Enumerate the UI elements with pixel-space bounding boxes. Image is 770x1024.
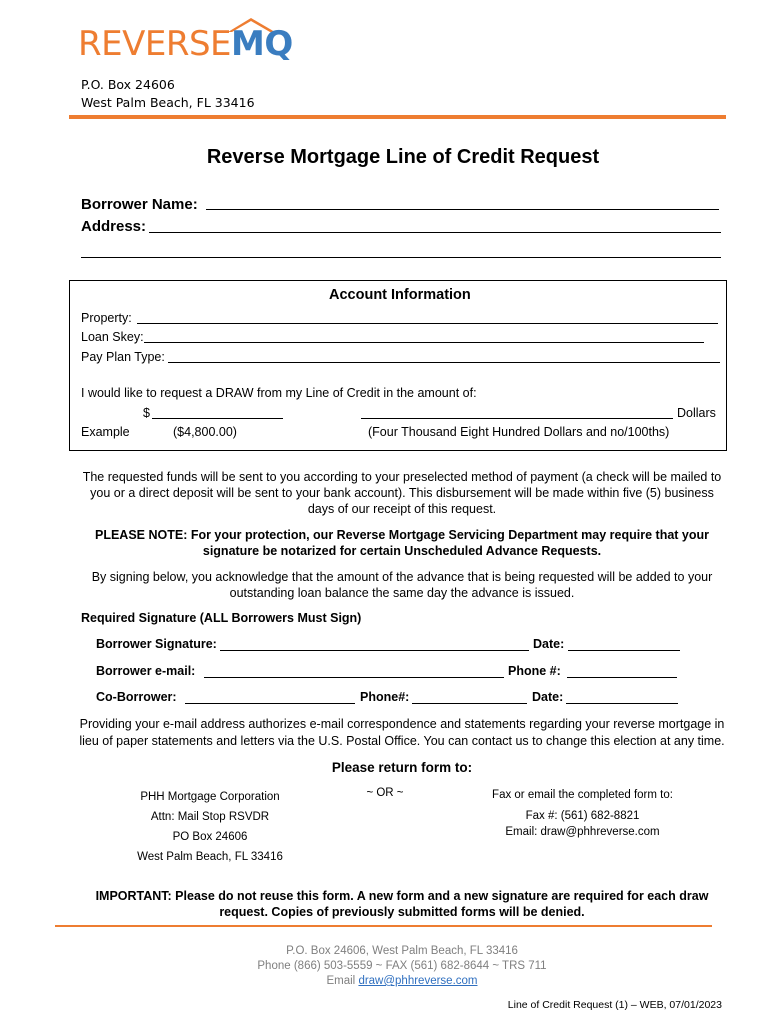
property-field[interactable] [137,323,718,324]
important-line1: IMPORTANT: Please do not reuse this form. A new form and a new signature are required for each draw [95,889,709,903]
pay-plan-label: Pay Plan Type: [81,350,165,364]
address-label: Address: [81,218,147,235]
footer-email-prefix: Email [326,975,359,987]
funds-paragraph [60,469,744,517]
borrower-date-label: Date: [533,637,565,651]
account-information-heading: Account Information [329,287,471,303]
signature-heading: Required Signature (ALL Borrowers Must Sign) [81,611,362,625]
dollar-sign: $ [143,406,150,420]
acknowledgement-paragraph [60,569,744,601]
notarize-note [60,527,744,559]
borrower-email-label: Borrower e-mail: [96,664,196,678]
loan-skey-label: Loan Skey: [81,330,144,344]
borrower-signature-field[interactable] [220,650,529,651]
email-address: Email: draw@phhreverse.com [505,826,660,838]
fax-email-block [470,787,695,840]
return-heading: Please return form to: [331,760,473,775]
coborrower-date-label: Date: [532,690,564,704]
coborrower-date-field[interactable] [566,703,678,704]
fax-number: Fax #: (561) 682-8821 [525,810,640,822]
address-field-line2[interactable] [81,257,721,258]
important-line2: request. Copies of previously submitted forms will be denied. [219,905,585,919]
draw-request-text: I would like to request a DRAW from my Line of Credit in the amount of: [81,386,477,400]
borrower-name-field[interactable] [206,209,719,210]
amount-words-field[interactable] [361,418,673,419]
footer-phone: Phone (866) 503-5559 ~ FAX (561) 682-8644 ~ TRS 711 [257,960,547,972]
email-consent-paragraph [60,716,744,750]
dollars-label: Dollars [677,406,716,420]
footer-contact [60,944,744,989]
mail-address-block [100,787,320,867]
address-field-line1[interactable] [149,232,721,233]
page-title: Reverse Mortgage Line of Credit Request [206,146,600,168]
borrower-date-field[interactable] [568,650,680,651]
logo-reverse-text: REVERSE [78,24,232,64]
coborrower-signature-field[interactable] [185,703,355,704]
logo-mq-text: MQ [231,24,293,64]
borrower-email-field[interactable] [204,677,504,678]
important-notice [60,888,744,920]
fax-heading: Fax or email the completed form to: [492,789,673,801]
pay-plan-field[interactable] [168,362,720,363]
funds-paragraph-line1: The requested funds will be sent to you according to your preselected method of payment (a check will be mailed to [82,470,722,484]
header-divider [69,115,726,119]
footer-address: P.O. Box 24606, West Palm Beach, FL 33416 [286,945,518,957]
header-address-line2: West Palm Beach, FL 33416 [81,95,255,110]
borrower-phone-label: Phone #: [508,664,561,678]
mail-line1: PHH Mortgage Corporation [140,791,280,803]
footer-divider [55,925,712,927]
form-version: Line of Credit Request (1) – WEB, 07/01/2023 [507,999,722,1011]
notarize-note-line1: PLEASE NOTE: For your protection, our Reverse Mortgage Servicing Department may require that your [94,528,709,542]
amount-numeric-field[interactable] [152,418,283,419]
email-consent-line1: Providing your e-mail address authorizes e-mail correspondence and statements regarding your reverse mortgage in [79,717,725,731]
example-label: Example [81,425,130,439]
borrower-name-label: Borrower Name: [81,196,198,213]
coborrower-phone-field[interactable] [412,703,527,704]
mail-line2: Attn: Mail Stop RSVDR [150,811,270,823]
footer-email-link[interactable]: draw@phhreverse.com [358,975,478,987]
property-label: Property: [81,311,132,325]
or-separator: ~ OR ~ [366,787,404,799]
reversemq-logo [78,18,293,64]
acknowledgement-line1: By signing below, you acknowledge that the amount of the advance that is being requested will be added to your [91,570,713,584]
borrower-signature-label: Borrower Signature: [96,637,217,651]
coborrower-label: Co-Borrower: [96,690,177,704]
example-words: (Four Thousand Eight Hundred Dollars and no/100ths) [368,425,670,439]
coborrower-phone-label: Phone#: [360,690,410,704]
notarize-note-line2: signature be notarized for certain Unscheduled Advance Requests. [202,544,602,558]
loan-skey-field[interactable] [144,342,704,343]
acknowledgement-line2: outstanding loan balance the same day the advance is issued. [229,586,575,600]
funds-paragraph-line3: days of our receipt of this request. [307,502,497,516]
funds-paragraph-line2: you or a direct deposit will be sent to your bank account). This disbursement will be made within five (5) business [90,486,714,500]
mail-line3: PO Box 24606 [172,831,248,843]
footer-email [60,974,744,989]
email-consent-line2: lieu of paper statements and letters via the U.S. Postal Office. You can contact us to change this election at any time. [79,734,725,748]
header-address-line1: P.O. Box 24606 [81,77,175,92]
example-amount: ($4,800.00) [173,425,237,439]
mail-line4: West Palm Beach, FL 33416 [137,851,283,863]
borrower-phone-field[interactable] [567,677,677,678]
